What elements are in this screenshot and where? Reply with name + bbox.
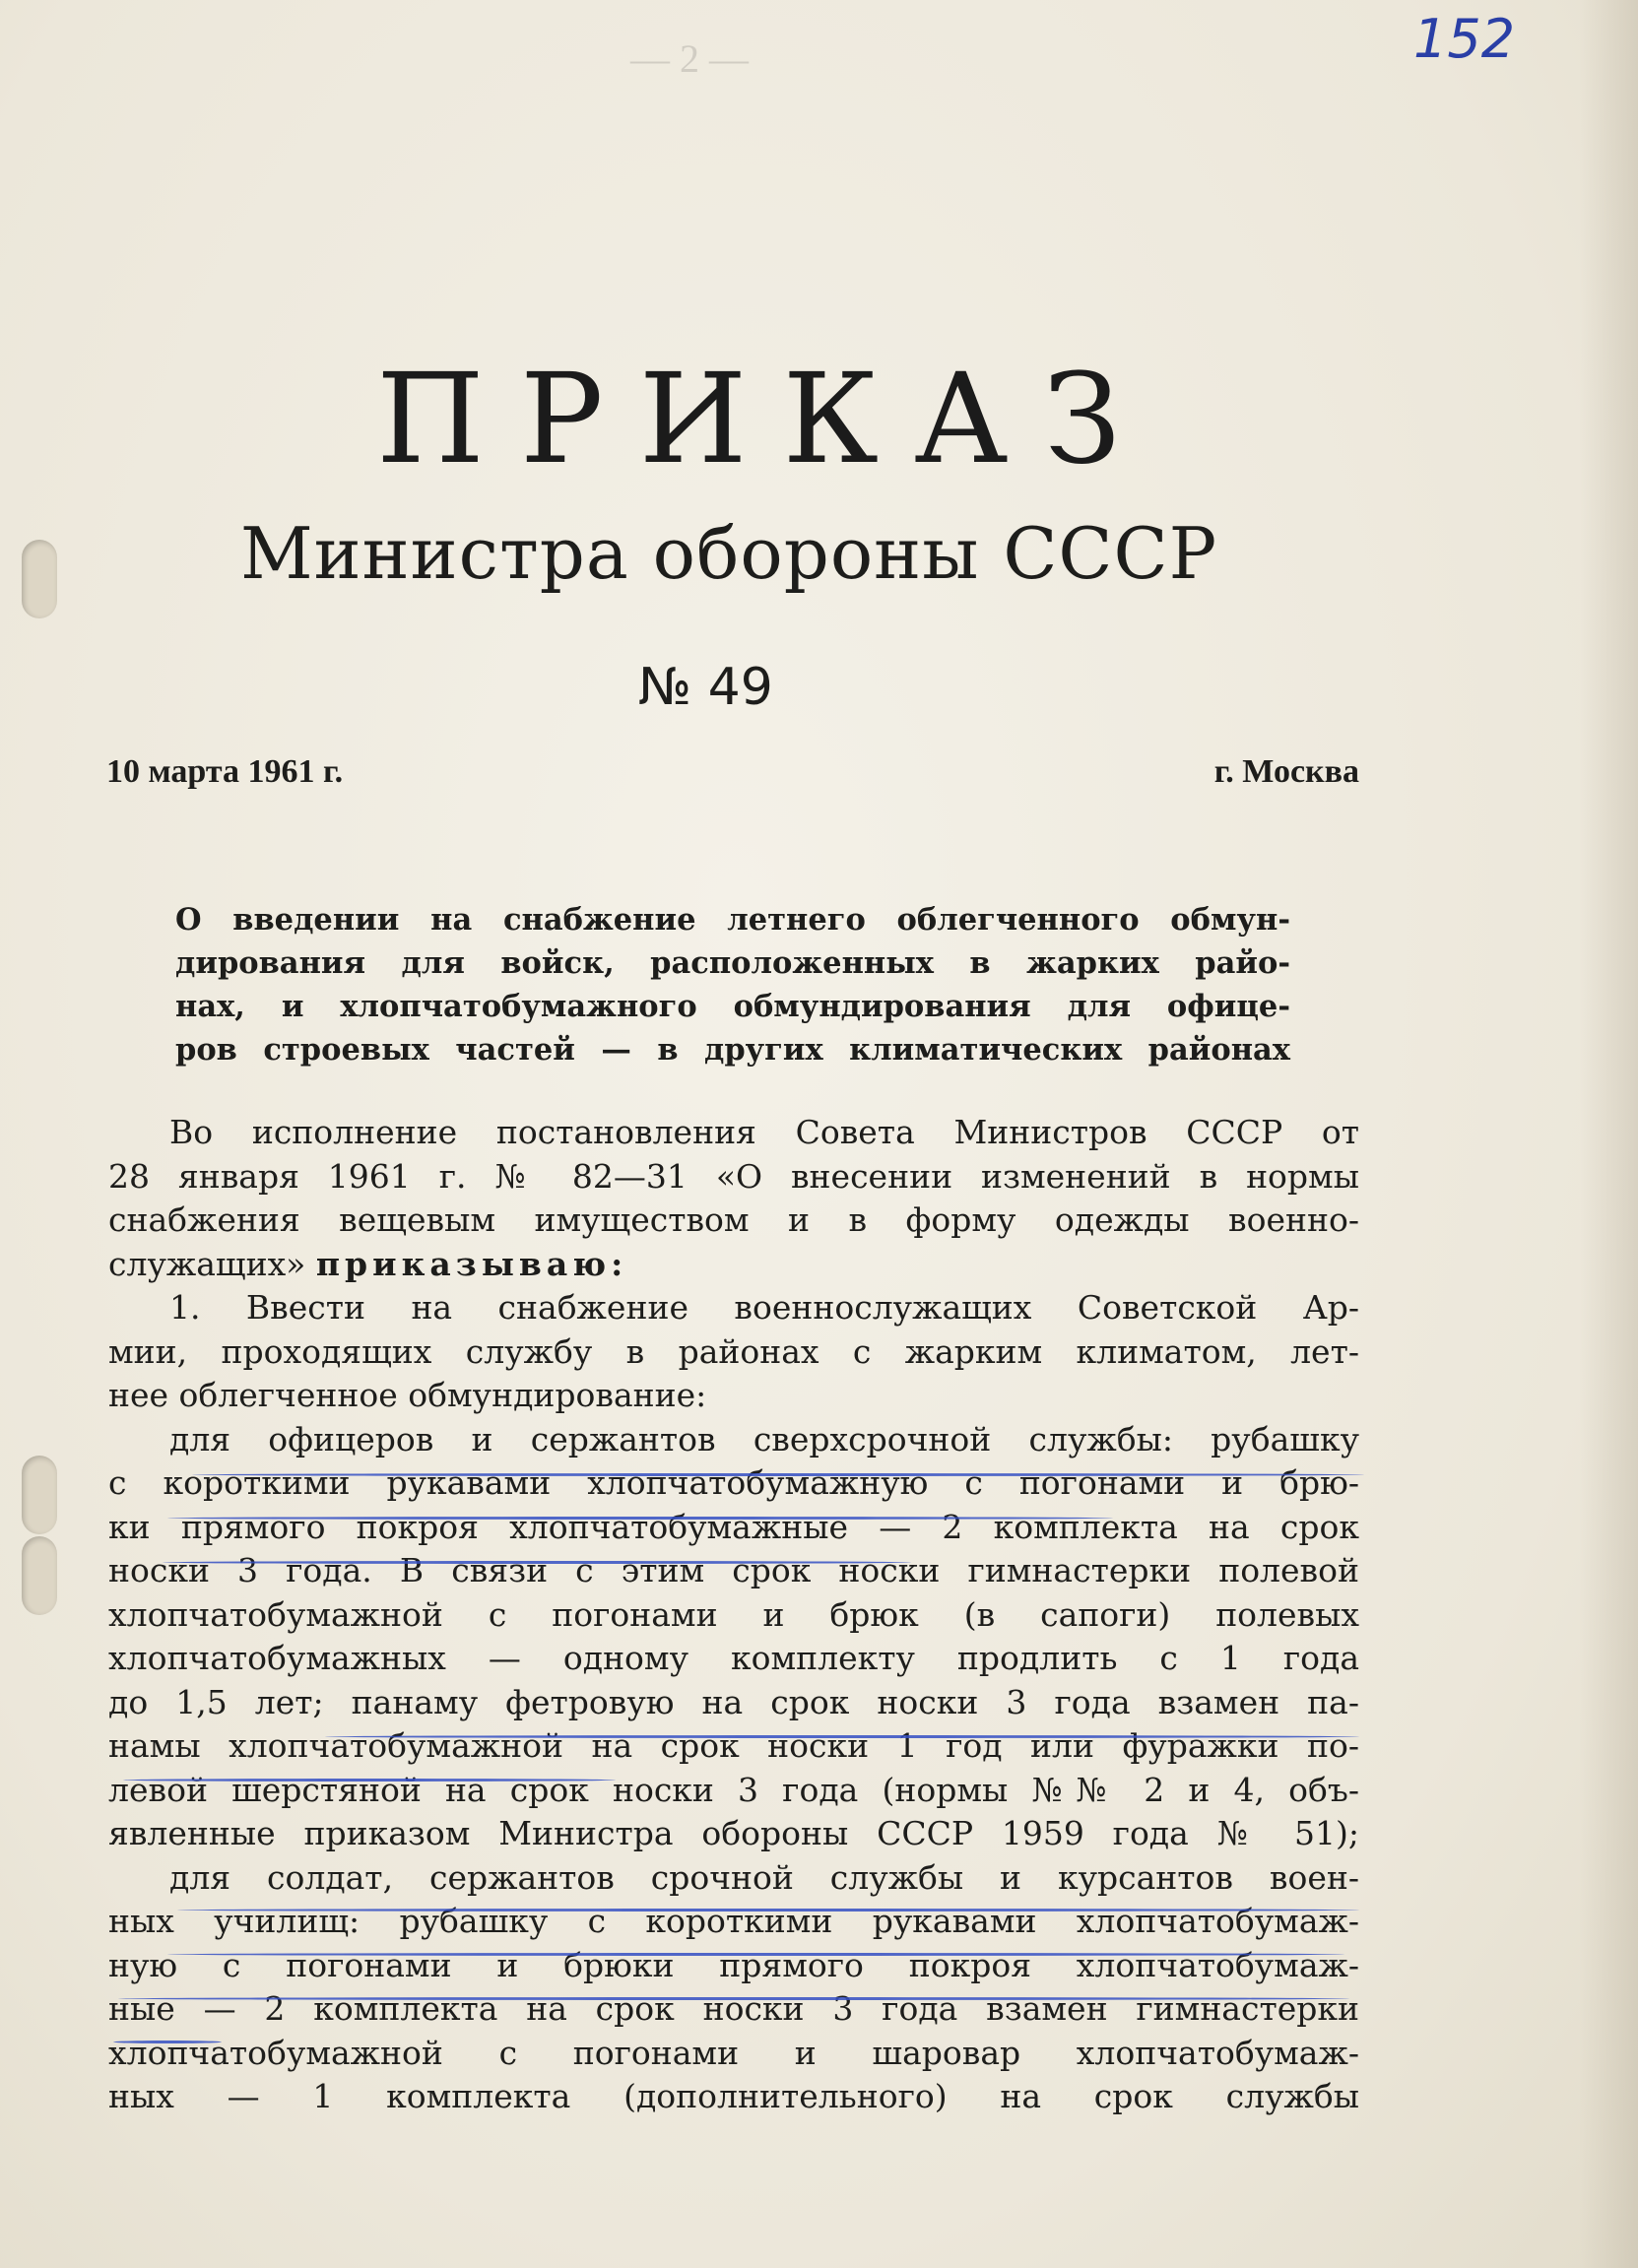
body-line: носки 3 года. В связи с этим срок носки гимнастерки полевой	[108, 1551, 1359, 1589]
body-line: для офицеров и сержантов сверхсрочной службы: рубашку	[169, 1419, 1359, 1458]
pen-underline	[163, 1561, 911, 1564]
body-line: мии, проходящих службу в районах с жарким климатом, лет-	[108, 1331, 1359, 1371]
order-verb: приказываю:	[315, 1244, 628, 1283]
pen-underline	[167, 1953, 1344, 1956]
pen-underline	[325, 1735, 1359, 1738]
binding-hole	[22, 1536, 57, 1615]
pen-underline	[113, 2041, 222, 2043]
body-line: нее облегченное обмундирование:	[108, 1376, 707, 1414]
body-line: ную с погонами и брюки прямого покроя хлопчатобумаж-	[108, 1945, 1359, 1984]
body-line: намы хлопчатобумажной на срок носки 1 год или фуражки по-	[108, 1726, 1359, 1765]
body-line: левой шерстяной на срок носки 3 года (нормы №№ 2 и 4, объ-	[108, 1770, 1359, 1809]
page-number: — 2 —	[630, 36, 749, 81]
body-line: 28 января 1961 г. № 82—31 «О внесении изменений в нормы	[108, 1156, 1359, 1196]
paper-edge-shadow	[1579, 0, 1638, 2268]
order-place: г. Москва	[1213, 753, 1359, 790]
body-line: ные — 2 комплекта на срок носки 3 года взамен гимнастерки	[108, 1989, 1359, 2028]
date-place-row	[106, 753, 1359, 791]
document-title: ПРИКАЗ	[376, 347, 1156, 491]
body-line: ных училищ: рубашку с короткими рукавами хлопчатобумаж-	[108, 1902, 1359, 1940]
body-line: для солдат, сержантов срочной службы и курсантов воен-	[169, 1857, 1359, 1897]
body-line: Во исполнение постановления Совета Министров СССР от	[169, 1113, 1359, 1151]
document-issuer: Министра обороны СССР	[239, 512, 1218, 595]
handwritten-archive-number: 152	[1413, 8, 1516, 70]
pen-underline	[192, 1473, 1364, 1476]
binding-hole	[22, 1456, 57, 1534]
pen-underline	[118, 1997, 1349, 2000]
pen-underline	[123, 1779, 616, 1782]
order-date: 10 марта 1961 г.	[106, 753, 344, 790]
body-line: с короткими рукавами хлопчатобумажную с погонами и брю-	[108, 1463, 1359, 1502]
body-line: ных — 1 комплекта (дополнительного) на срок службы	[108, 2077, 1359, 2115]
subject-line: нах, и хлопчатобумажного обмундирования для офице-	[175, 989, 1290, 1024]
order-body	[108, 1111, 1359, 2119]
body-line: явленные приказом Министра обороны СССР 1959 года № 51);	[108, 1814, 1359, 1852]
body-line	[108, 1243, 1359, 1287]
pen-underline	[167, 1517, 1113, 1520]
pen-underline	[177, 1909, 1359, 1912]
order-subject	[175, 898, 1290, 1071]
subject-line: дирования для войск, расположенных в жарких райо-	[175, 945, 1290, 981]
body-line: до 1,5 лет; панаму фетровую на срок носки 3 года взамен па-	[108, 1682, 1359, 1721]
body-line: ки прямого покроя хлопчатобумажные — 2 комплекта на срок	[108, 1507, 1359, 1546]
subject-line: О введении на снабжение летнего облегченного обмун-	[175, 902, 1290, 938]
body-line: хлопчатобумажных — одному комплекту продлить с 1 года	[108, 1639, 1359, 1677]
body-line: 1. Ввести на снабжение военнослужащих Советской Ар-	[169, 1288, 1359, 1327]
binding-hole	[22, 540, 57, 618]
subject-line: ров строевых частей — в других климатических районах	[175, 1032, 1290, 1068]
body-line: хлопчатобумажной с погонами и брюк (в сапоги) полевых	[108, 1594, 1359, 1634]
body-line: хлопчатобумажной с погонами и шаровар хлопчатобумаж-	[108, 2033, 1359, 2072]
body-line: снабжения вещевым имуществом и в форму одежды военно-	[108, 1200, 1359, 1239]
preamble-text: служащих»	[108, 1244, 306, 1283]
order-number: № 49	[638, 658, 773, 717]
